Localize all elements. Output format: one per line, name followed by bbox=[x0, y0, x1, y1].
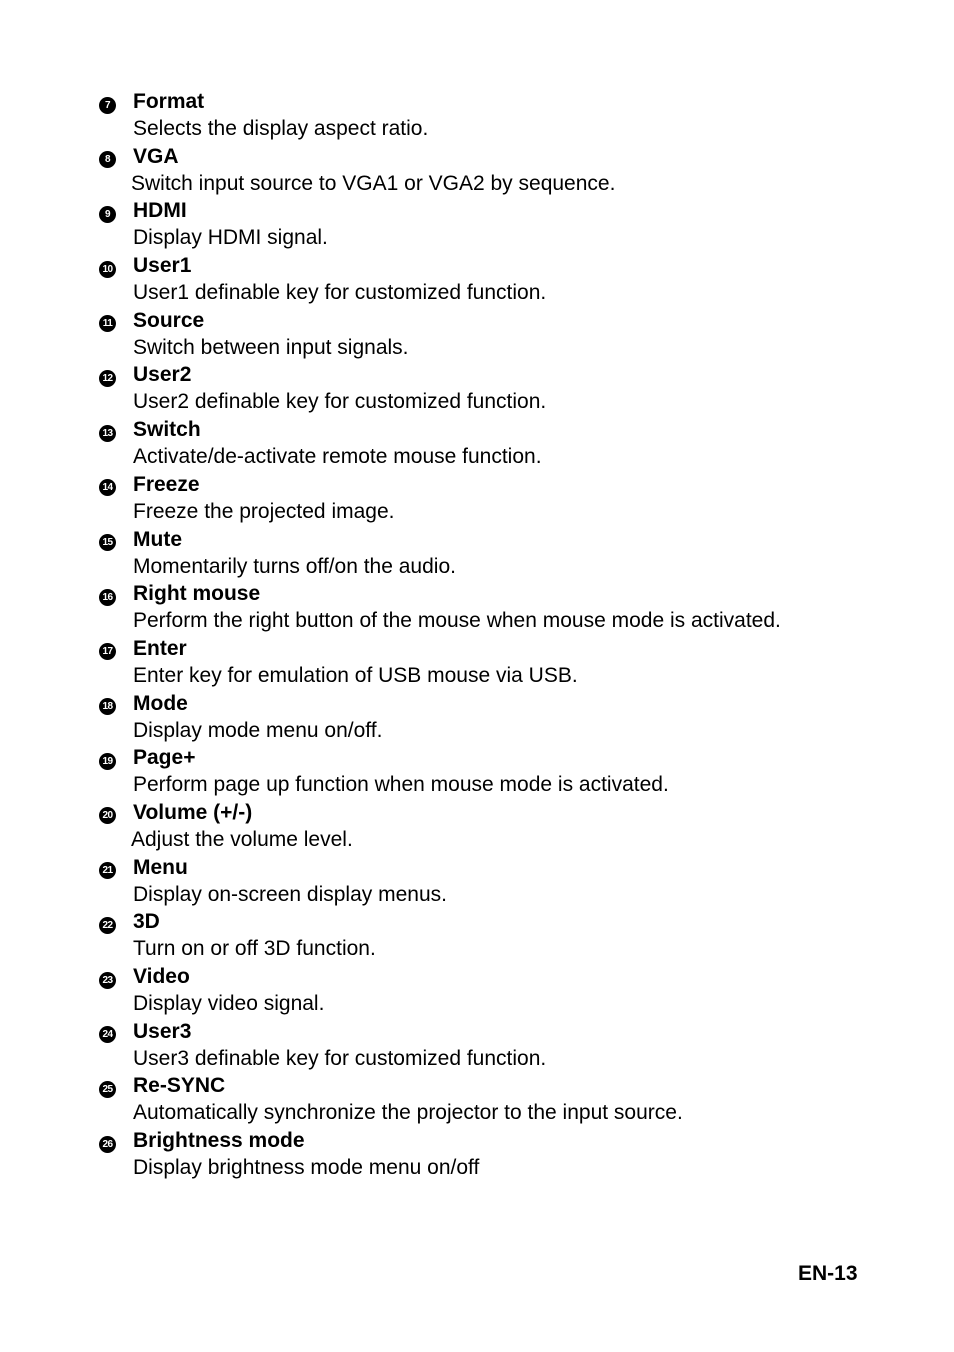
item-name: Enter bbox=[133, 636, 187, 660]
item-name: Volume (+/-) bbox=[133, 800, 253, 824]
item-description: Display mode menu on/off. bbox=[133, 718, 383, 742]
item-description: Adjust the volume level. bbox=[131, 827, 353, 851]
item-description: Display video signal. bbox=[133, 992, 325, 1015]
list-item bbox=[0, 1127, 954, 1182]
item-number-badge: 14 bbox=[99, 479, 116, 496]
item-name: Brightness mode bbox=[133, 1129, 305, 1153]
item-name: Freeze bbox=[133, 472, 200, 496]
list-item bbox=[0, 416, 954, 471]
list-item bbox=[0, 908, 954, 963]
item-number-badge: 16 bbox=[99, 589, 116, 606]
item-description: Display HDMI signal. bbox=[133, 226, 328, 250]
list-item bbox=[0, 635, 954, 690]
item-description: Enter key for emulation of USB mouse via USB. bbox=[133, 663, 578, 687]
item-description: Display brightness mode menu on/off bbox=[133, 1156, 480, 1180]
item-description: Display on-screen display menus. bbox=[133, 882, 447, 906]
item-description: Perform the right button of the mouse when mouse mode is activated. bbox=[133, 609, 781, 633]
item-number-badge: 26 bbox=[99, 1136, 116, 1153]
list-item bbox=[0, 252, 954, 307]
item-description: Automatically synchronize the projector to the input source. bbox=[133, 1101, 683, 1125]
item-description: User1 definable key for customized function. bbox=[133, 281, 547, 305]
list-item bbox=[0, 854, 954, 909]
item-number-badge: 22 bbox=[99, 917, 116, 934]
list-item bbox=[0, 143, 954, 198]
remote-key-list bbox=[0, 88, 954, 1182]
list-item bbox=[0, 361, 954, 416]
item-description: Turn on or off 3D function. bbox=[133, 937, 376, 961]
item-name: Source bbox=[133, 308, 205, 332]
item-number-badge: 18 bbox=[99, 698, 116, 715]
list-item bbox=[0, 471, 954, 526]
item-number-badge: 19 bbox=[99, 753, 116, 770]
item-name: Right mouse bbox=[133, 582, 261, 606]
item-number-badge: 7 bbox=[99, 97, 116, 114]
item-name: Menu bbox=[133, 855, 188, 879]
item-description: Perform page up function when mouse mode is activated. bbox=[133, 773, 669, 797]
list-item bbox=[0, 88, 954, 143]
item-name: Mute bbox=[133, 527, 182, 551]
item-description: Switch between input signals. bbox=[133, 335, 409, 359]
list-item bbox=[0, 1018, 954, 1073]
item-number-badge: 12 bbox=[99, 370, 116, 387]
item-name: Format bbox=[133, 90, 205, 113]
list-item bbox=[0, 307, 954, 362]
item-name: 3D bbox=[133, 910, 160, 934]
item-number-badge: 10 bbox=[99, 261, 116, 278]
item-name: Switch bbox=[133, 418, 201, 442]
item-name: Re-SYNC bbox=[133, 1074, 226, 1098]
list-item bbox=[0, 580, 954, 635]
item-number-badge: 21 bbox=[99, 862, 116, 879]
page-number: EN-13 bbox=[798, 1262, 858, 1285]
item-name: User2 bbox=[133, 363, 192, 387]
item-number-badge: 8 bbox=[99, 151, 116, 168]
item-description: Activate/de-activate remote mouse function. bbox=[133, 445, 542, 469]
list-item bbox=[0, 963, 954, 1018]
item-description: Freeze the projected image. bbox=[133, 499, 395, 523]
list-item bbox=[0, 197, 954, 252]
item-name: HDMI bbox=[133, 199, 187, 223]
item-number-badge: 17 bbox=[99, 643, 116, 660]
item-name: Page+ bbox=[133, 746, 196, 770]
item-number-badge: 20 bbox=[99, 807, 116, 824]
item-number-badge: 11 bbox=[99, 315, 116, 332]
item-number-badge: 24 bbox=[99, 1026, 116, 1043]
list-item bbox=[0, 799, 954, 854]
item-number-badge: 25 bbox=[99, 1081, 116, 1098]
item-description: Selects the display aspect ratio. bbox=[133, 117, 429, 140]
item-name: User1 bbox=[133, 254, 192, 278]
item-description: Momentarily turns off/on the audio. bbox=[133, 554, 456, 578]
list-item bbox=[0, 690, 954, 745]
item-description: User2 definable key for customized function. bbox=[133, 390, 547, 414]
list-item bbox=[0, 1072, 954, 1127]
item-description: User3 definable key for customized function. bbox=[133, 1046, 547, 1070]
item-description: Switch input source to VGA1 or VGA2 by sequence. bbox=[131, 171, 616, 195]
item-number-badge: 9 bbox=[99, 206, 116, 223]
item-name: Video bbox=[133, 965, 190, 988]
item-name: VGA bbox=[133, 144, 179, 168]
list-item bbox=[0, 744, 954, 799]
item-number-badge: 15 bbox=[99, 534, 116, 551]
item-number-badge: 23 bbox=[99, 972, 116, 989]
item-name: User3 bbox=[133, 1019, 192, 1043]
item-number-badge: 13 bbox=[99, 425, 116, 442]
item-name: Mode bbox=[133, 691, 188, 715]
list-item bbox=[0, 526, 954, 581]
